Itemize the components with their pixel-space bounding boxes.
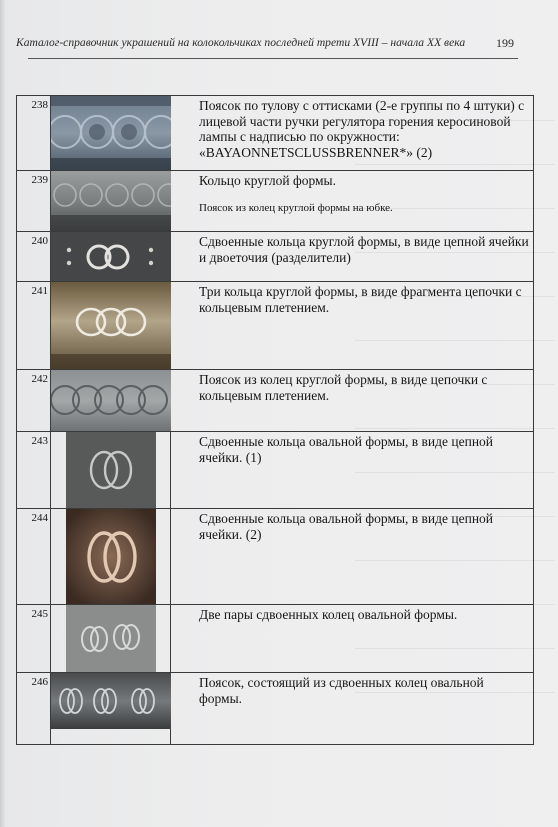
entry-description [171,370,534,432]
photo-double-oval-rings [66,432,156,508]
photo-double-oval-rings-bronze [66,509,156,604]
table-row [17,282,534,370]
entry-number: 239 [17,171,51,232]
entry-number: 238 [17,96,51,171]
entry-description [171,96,534,171]
entry-text: Поясок по тулову с оттисками (2-е группы по 4 штуки) с лицевой части ручки регулятора горения керосиновой лампы с надписью по окружности: «BAYAONNETSCLUSSBRENNER*» (2) [199,98,525,160]
page-number: 199 [496,36,514,50]
entry-description [171,673,534,745]
entry-description [171,232,534,282]
entry-text: Кольцо круглой формы. [199,173,336,188]
entry-description [171,171,534,232]
entry-description [171,282,534,370]
photo-cell [51,432,171,509]
header-rule [28,58,518,59]
photo-double-rings-colon [51,232,171,281]
entry-number: 245 [17,605,51,673]
table-row [17,605,534,673]
table-row [17,232,534,282]
entry-number: 244 [17,509,51,605]
entry-text: Три кольца круглой формы, в виде фрагмента цепочки с кольцевым плетением. [199,284,522,315]
running-title: Каталог-справочник украшений на колокольчиках последней трети XVIII – начала XX века [16,36,466,49]
photo-three-rings-chain [51,282,171,369]
photo-cell [51,673,171,745]
entry-text: Сдвоенные кольца овальной формы, в виде цепной ячейки. (1) [199,434,494,465]
table-row [17,509,534,605]
photo-cell [51,605,171,673]
table-row [17,673,534,745]
entry-number: 243 [17,432,51,509]
photo-cell [51,232,171,282]
table-row [17,432,534,509]
catalog-table [16,95,534,745]
entry-number: 240 [17,232,51,282]
photo-cell [51,282,171,370]
photo-cell [51,509,171,605]
entry-number: 241 [17,282,51,370]
photo-cell [51,370,171,432]
table-row [17,370,534,432]
photo-ring-chain-frieze [51,370,171,431]
photo-ring-frieze [51,171,171,231]
photo-oval-rings-frieze [51,673,171,729]
entry-description [171,509,534,605]
entry-text: Сдвоенные кольца круглой формы, в виде цепной ячейки и двоеточия (разделители) [199,234,529,265]
entry-number: 242 [17,370,51,432]
entry-text: Поясок из колец круглой формы, в виде цепочки с кольцевым плетением. [199,372,488,403]
entry-text: Поясок, состоящий из сдвоенных колец овальной формы. [199,675,484,706]
table-row [17,171,534,232]
entry-number: 246 [17,673,51,745]
entry-note: Поясок из колец круглой формы на юбке. [199,201,393,214]
entry-text: Сдвоенные кольца овальной формы, в виде цепной ячейки. (2) [199,511,494,542]
entry-text: Две пары сдвоенных колец овальной формы. [199,607,458,622]
photo-two-pairs-oval-rings [66,605,156,672]
entry-description [171,432,534,509]
photo-cell [51,171,171,232]
photo-cell [51,96,171,171]
table-row [17,96,534,171]
photo-circle-stamps-frieze [51,96,171,170]
entry-description [171,605,534,673]
page-gutter-shadow [0,0,6,827]
